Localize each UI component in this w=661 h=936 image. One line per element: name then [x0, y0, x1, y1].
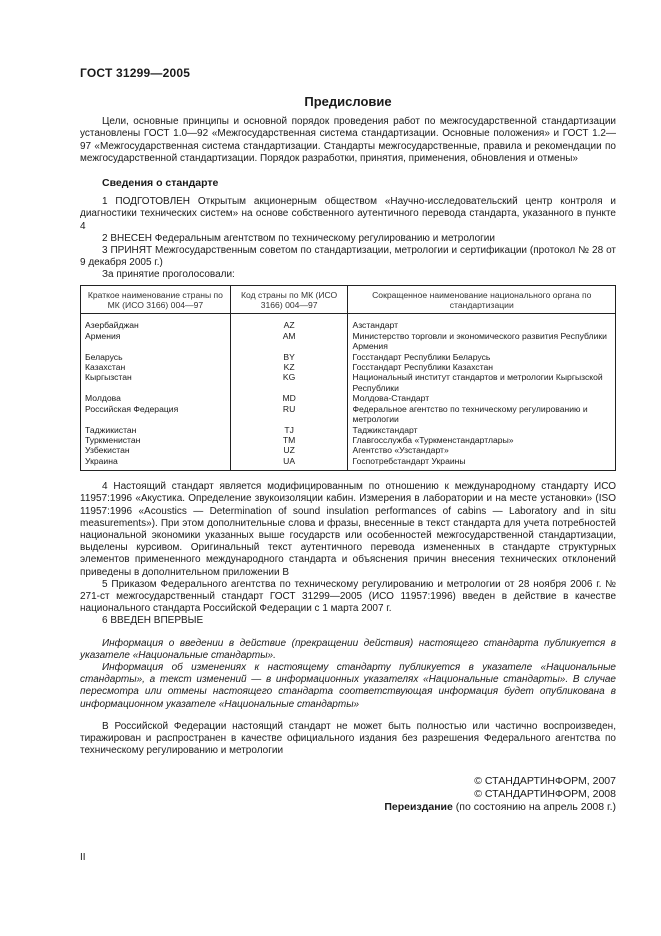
body-cell: Агентство «Узстандарт» [348, 445, 616, 455]
country-cell: Таджикистан [81, 425, 231, 435]
country-cell: Беларусь [81, 352, 231, 362]
country-cell: Кыргызстан [81, 372, 231, 393]
info-paragraph-2: Информация об изменениях к настоящему стандарту публикуется в указателе «Национальные стандарты», а текст изменений — в информационных указателях «Национальные стандарты». В случае пересмотра или отмены настоящего стандарта соответствующая информация будет опубликована в информационном указателе «Национальные стандарты» [80, 661, 616, 710]
code-cell: RU [230, 404, 348, 425]
country-cell: Российская Федерация [81, 404, 231, 425]
table-row [81, 456, 616, 471]
voting-table [80, 285, 616, 472]
country-cell: Азербайджан [81, 314, 231, 331]
item-2: 2 ВНЕСЕН Федеральным агентством по техническому регулированию и метрологии [102, 232, 495, 244]
table-header-country: Краткое наименование страны по МК (ИСО 3166) 004—97 [81, 285, 231, 314]
copyright-line-2007: © СТАНДАРТИНФОРМ, 2007 [474, 775, 616, 788]
copyright-line-2008: © СТАНДАРТИНФОРМ, 2008 [474, 788, 616, 801]
country-cell: Казахстан [81, 362, 231, 372]
preface-title: Предисловие [304, 94, 392, 109]
body-cell: Министерство торговли и экономического развития Республики Армения [348, 331, 616, 352]
table-row [81, 393, 616, 403]
info-block [80, 638, 616, 711]
code-cell: MD [230, 393, 348, 403]
body-cell: Таджикстандарт [348, 425, 616, 435]
table-row [81, 314, 616, 331]
body-cell: Национальный институт стандартов и метрологии Кыргызской Республики [348, 372, 616, 393]
body-cell: Госстандарт Республики Беларусь [348, 352, 616, 362]
voted-label: За принятие проголосовали: [102, 269, 235, 281]
country-cell: Украина [81, 456, 231, 471]
body-cell: Госпотребстандарт Украины [348, 456, 616, 471]
page-number: II [80, 852, 86, 863]
country-cell: Узбекистан [81, 445, 231, 455]
table-row [81, 435, 616, 445]
item-4: 4 Настоящий стандарт является модифицированным по отношению к международному стандарту ИСО 11957:1996 «Акустика. Определение звукоизоляции кабин. Измерения в лаборатории и на месте установки» (ISO 11957:1996 «Acoustics — Determination of sound insulation performances of cabins — Laboratory and in situ measurements»). При этом дополнительные слова и фразы, внесенные в текст стандарта для учета потребностей национальной экономики указанных выше государств или особенностей межгосударственной стандартизации, выделены курсивом. Оригинальный текст аутентичного перевода измененных в стандарте структурных элементов примененного международного стандарта и объяснения причин внесения технических отклонений приведены в дополнительном приложении В [80, 481, 616, 578]
section-title: Сведения о стандарте [102, 177, 219, 190]
body-cell: Госстандарт Республики Казахстан [348, 362, 616, 372]
table-row [81, 425, 616, 435]
page-content [80, 96, 616, 814]
code-cell: UZ [230, 445, 348, 455]
body-cell: Азстандарт [348, 314, 616, 331]
item-1: 1 ПОДГОТОВЛЕН Открытым акционерным обществом «Научно-исследовательский центр контроля и диагностики технических систем» на основе собственного аутентичного перевода стандарта, указанного в пункте 4 [80, 196, 616, 232]
country-cell: Армения [81, 331, 231, 352]
reissue-label: Переиздание [384, 801, 453, 814]
item-3: 3 ПРИНЯТ Межгосударственным советом по стандартизации, метрологии и сертификации (протокол № 28 от 9 декабря 2005 г.) [80, 245, 616, 269]
country-cell: Молдова [81, 393, 231, 403]
item-5: 5 Приказом Федерального агентства по техническому регулированию и метрологии от 28 ноября 2006 г. № 271-ст межгосударственный стандарт ГОСТ 31299—2005 (ИСО 11957:1996) введен в действие в качестве национального стандарта Российской Федерации с 1 марта 2007 г. [80, 578, 616, 615]
table-row [81, 331, 616, 352]
table-row [81, 372, 616, 393]
document-code-header: ГОСТ 31299—2005 [80, 66, 191, 80]
table-row [81, 445, 616, 455]
preface-intro: Цели, основные принципы и основной порядок проведения работ по межгосударственной стандартизации установлены ГОСТ 1.0—92 «Межгосударственная система стандартизации. Основные положения» и ГОСТ 1.2—97 «Межгосударственная система стандартизации. Стандарты межгосударственные, правила и рекомендации по межгосударственной стандартизации. Порядок разработки, принятия, применения, обновления и отмены» [80, 116, 616, 164]
item-6: 6 ВВЕДЕН ВПЕРВЫЕ [102, 615, 204, 627]
table-header-body: Сокращенное наименование национального органа по стандартизации [348, 285, 616, 314]
code-cell: TM [230, 435, 348, 445]
table-row [81, 352, 616, 362]
rf-reproduction-note: В Российской Федерации настоящий стандарт не может быть полностью или частично воспроизведен, тиражирован и распространен в качестве официального издания без разрешения Федерального агентства по техническому регулированию и метрологии [80, 720, 616, 757]
code-cell: TJ [230, 425, 348, 435]
body-cell: Молдова-Стандарт [348, 393, 616, 403]
code-cell: KG [230, 372, 348, 393]
body-cell: Федеральное агентство по техническому регулированию и метрологии [348, 404, 616, 425]
copyright-block [80, 775, 616, 814]
body-cell: Главгосслужба «Туркменстандартлары» [348, 435, 616, 445]
reissue-line [80, 801, 616, 814]
table-row [81, 404, 616, 425]
country-cell: Туркменистан [81, 435, 231, 445]
code-cell: UA [230, 456, 348, 471]
table-row [81, 362, 616, 372]
info-paragraph-1: Информация о введении в действие (прекращении действия) настоящего стандарта публикуется в указателе «Национальные стандарты». [80, 637, 616, 661]
reissue-note: (по состоянию на апрель 2008 г.) [452, 801, 616, 814]
code-cell: KZ [230, 362, 348, 372]
code-cell: AZ [230, 314, 348, 331]
code-cell: AM [230, 331, 348, 352]
code-cell: BY [230, 352, 348, 362]
table-header-code: Код страны по МК (ИСО 3166) 004—97 [230, 285, 348, 314]
